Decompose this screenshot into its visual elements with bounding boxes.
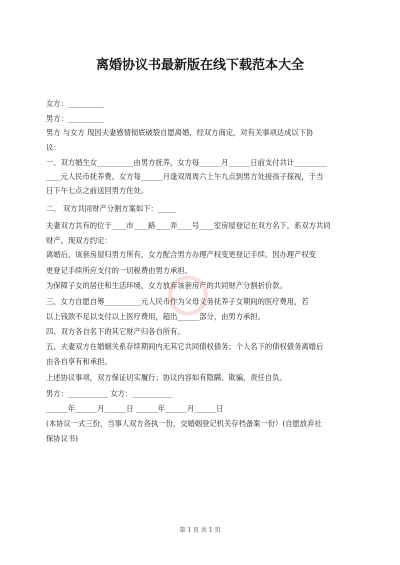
clause-2-line: 更登记手续所应支付的一切税费由男方承担。: [46, 266, 192, 275]
clause-2-heading: 二、 双方共同财产分割方案如下：_____: [46, 204, 177, 213]
guarantee-line: 上述协议事项，双方保证切实履行；协议内容如有隐瞒、欺骗，责任自负。: [46, 373, 287, 382]
clause-2-line: 离婚后，该套房屋归男方所有，女方配合男方办理产权变更登记手续。因办理产权变: [46, 250, 316, 259]
note-line: (本协议一式三份，当事人双方各执一份，交婚姻登记机关存档备案一份）(自愿放弃社: [46, 419, 322, 428]
intro-line: 议：: [46, 143, 61, 152]
date-line: ______年______月______日 ______年______月______日: [46, 404, 224, 413]
clause-1-line: 日下午七点之前送回男方住处。: [46, 186, 149, 195]
clause-3-line: 三、女方自愿自筹__________元人民币作为父母义务抚养子女期间的医疗费用，若: [46, 297, 309, 306]
clause-4-line: 四、双方各自名下的其它财产归各自所有。: [46, 327, 185, 336]
page-footer: 第 1 页 共 1 页: [179, 527, 221, 534]
note-line: 保协议书): [46, 434, 79, 443]
clause-3-line: 以上钱款不足以支付以上医疗费用，超出______部分，由男方承担。: [46, 312, 265, 321]
clause-2-line: 为保障子女的居住和生活环境，女方放弃该套房产的共同财产分割折价款。: [46, 281, 287, 290]
clause-2-line: 财产。现双方约定：: [46, 236, 112, 245]
clause-2-line: 夫妻双方共有的位于____市____路____弄____号____室房屋登记在双方名下，系双方共同: [46, 221, 331, 230]
clause-1-line: ____元人民币抚养费。女方每______月逢双周周六上午九点到男方处接孩子探视，于当: [46, 172, 324, 181]
clause-5-line: 由各自享有和承担。: [46, 357, 112, 366]
watermark-badge-icon: [164, 272, 211, 319]
signature-line: 男方：___________ 女方：___________: [46, 389, 173, 398]
intro-line: 男方 与女方 现因夫妻感情彻底破裂自愿离婚，经双方商定，对有关事项达成以下协: [46, 128, 314, 137]
male-party-line: 男方：__________: [46, 114, 105, 123]
document-title: 离婚协议书最新版在线下载范本大全: [95, 58, 304, 73]
clause-1-line: 一、双方婚生女__________由男方抚养，女方每______月______日前支付共计_________: [46, 158, 327, 167]
female-party-line: 女方：__________: [46, 99, 105, 108]
clause-5-line: 五、夫妻双方在婚姻关系存续期间内无其它共同债权债务；个人名下的债权债务离婚后: [46, 342, 324, 351]
